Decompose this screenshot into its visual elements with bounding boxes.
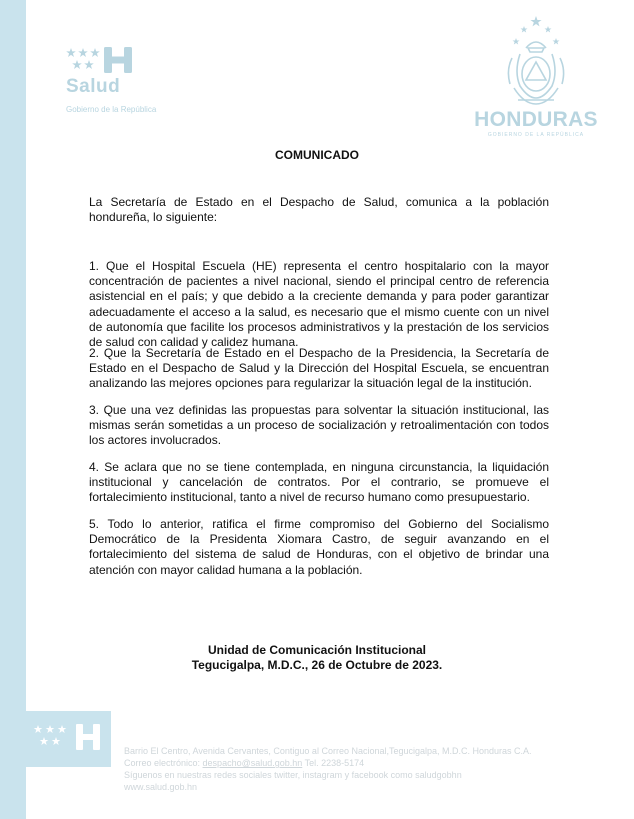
footer-h-stars-icon xyxy=(26,711,111,767)
point-4: 4. Se aclara que no se tiene contemplada, en ninguna circunstancia, la liquidación institucional y cancelación de contratos. Por el contrario, se promueve el fortalecimiento institucional, tanto a nivel de recurso humano como presupuestario. xyxy=(89,460,549,505)
footer-contact xyxy=(124,745,624,793)
footer-email-link[interactable]: despacho@salud.gob.hn xyxy=(202,758,303,768)
point-3: 3. Que una vez definidas las propuestas para solventar la situación institucional, las mismas serán sometidas a un proceso de socialización y retroalimentación con todos los actores involucrados. xyxy=(89,403,549,448)
h-stars-logo-icon xyxy=(64,44,144,76)
footer-phone: Tel. 2238-5174 xyxy=(302,758,365,768)
point-2: 2. Que la Secretaría de Estado en el Despacho de la Presidencia, la Secretaría de Estado en el Despacho de Salud y la Dirección del Hospital Escuela, se encuentran analizando las mejores opciones para regularizar la situación legal de la institución. xyxy=(89,346,549,391)
footer-email-label: Correo electrónico: xyxy=(124,758,203,768)
footer-logo xyxy=(26,711,111,767)
footer-website[interactable]: www.salud.gob.hn xyxy=(124,782,198,792)
footer-address: Barrio El Centro, Avenida Cervantes, Contiguo al Correo Nacional,Tegucigalpa, M.D.C. Honduras C.A. xyxy=(124,746,532,756)
intro-paragraph: La Secretaría de Estado en el Despacho de Salud, comunica a la población hondureña, lo siguiente: xyxy=(89,195,549,225)
coat-of-arms-icon xyxy=(474,14,598,110)
country-name: HONDURAS xyxy=(474,108,598,131)
salud-logo xyxy=(62,44,172,124)
signature-place-date: Tegucigalpa, M.D.C., 26 de Octubre de 2023. xyxy=(191,658,443,672)
footer-social: Síguenos en nuestras redes sociales twitter, instagram y facebook como saludgobhn xyxy=(124,770,462,780)
point-5: 5. Todo lo anterior, ratifica el firme compromiso del Gobierno del Socialismo Democrático de la Presidenta Xiomara Castro, de seguir avanzando en el fortalecimiento del sistema de salud de Honduras, con el objetivo de brindar una atención con mayor calidad humana a la población. xyxy=(89,517,549,577)
signature-unit: Unidad de Comunicación Institucional xyxy=(207,643,426,657)
point-1: 1. Que el Hospital Escuela (HE) representa el centro hospitalario con la mayor concentración de pacientes a nivel nacional, siendo el principal centro de referencia asistencial en el país; y que debido a la creciente demanda y para poder garantizar adecuadamente el acceso a la salud, es necesario que el mismo cuente con un nivel de autonomía que facilite los procesos administrativos y la prestación de los servicios de salud con calidad y calidez humana. xyxy=(89,259,549,350)
ministry-name: Salud xyxy=(66,76,121,97)
government-label: Gobierno de la República xyxy=(66,105,157,114)
left-sidebar-band xyxy=(0,0,26,819)
country-subtitle: GOBIERNO DE LA REPÚBLICA xyxy=(487,132,585,138)
footer-email-line xyxy=(124,757,624,769)
honduras-logo xyxy=(474,14,598,140)
page-title: COMUNICADO xyxy=(275,148,359,162)
